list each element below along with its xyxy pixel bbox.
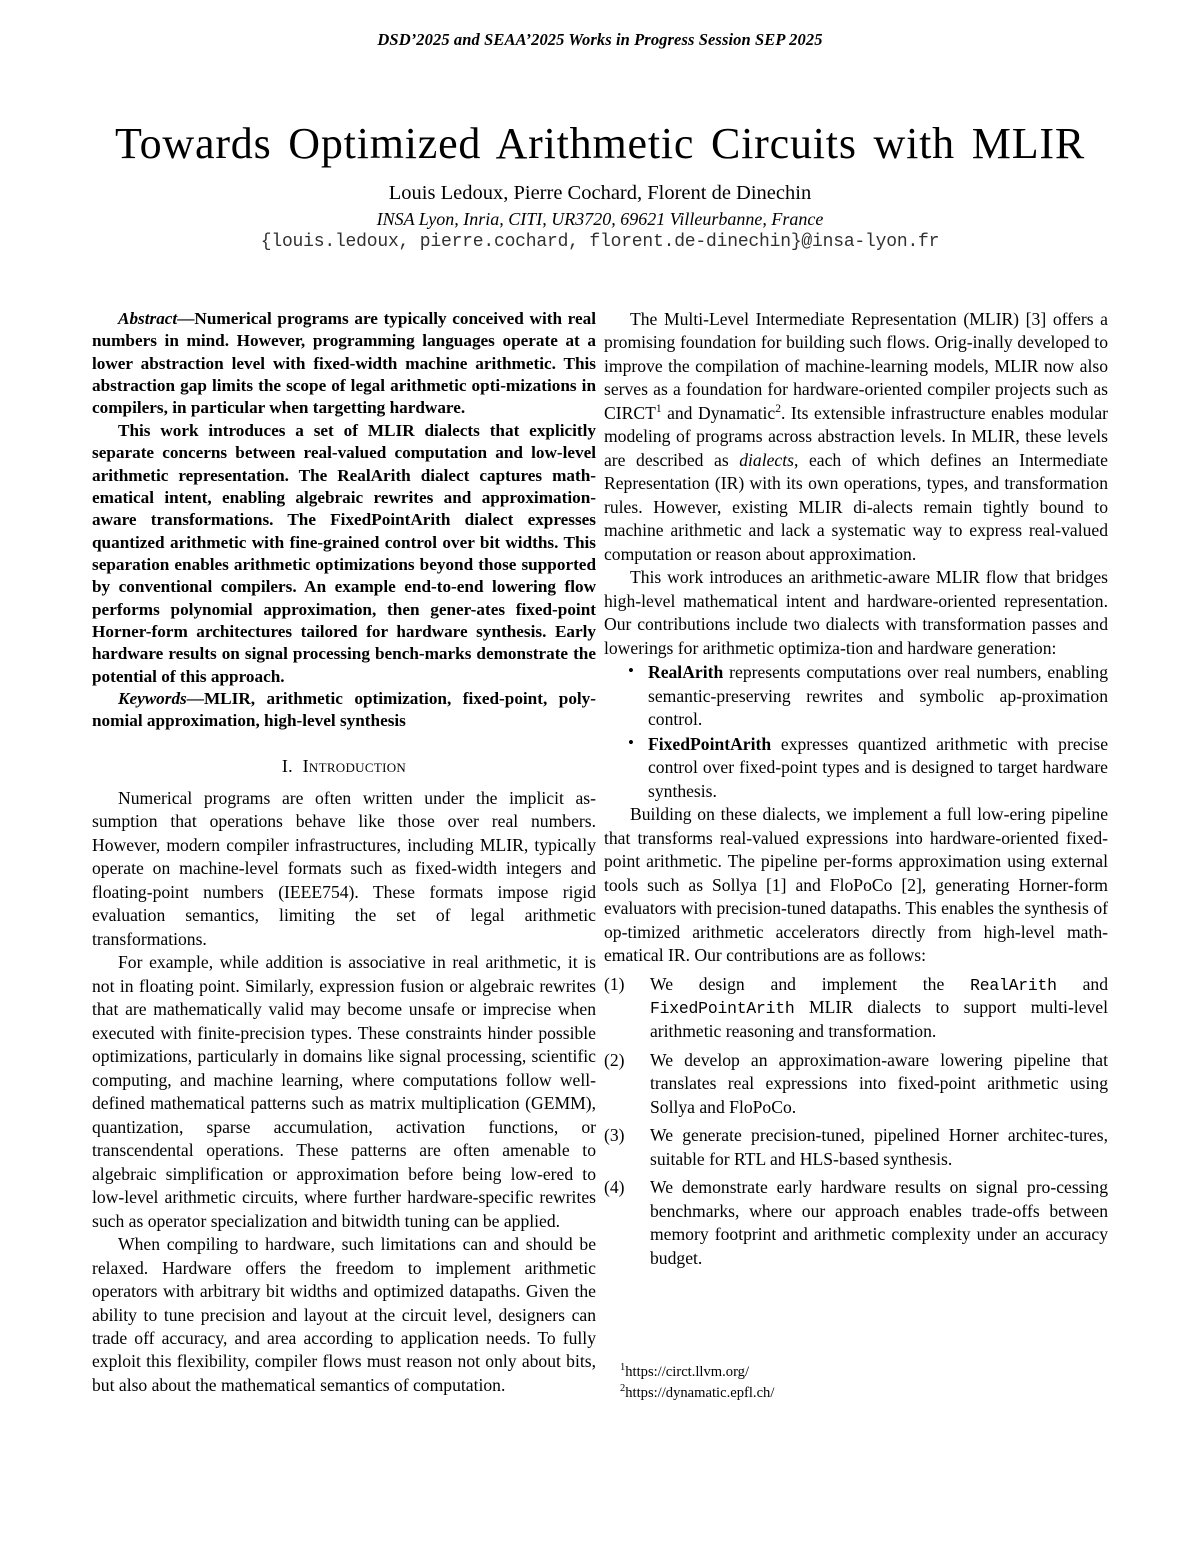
right-column [604, 308, 1108, 1270]
footnote-1 [620, 1362, 1108, 1383]
contribution-3-text: We generate precision-tuned, pipelined Horner architec-tures, suitable for RTL and HLS-based synthesis. [650, 1125, 1108, 1169]
list-item [604, 1049, 1108, 1119]
contribution-3-label: (3) [604, 1125, 625, 1146]
contribution-4-label: (4) [604, 1177, 625, 1198]
right-p1-part-b: and Dynamatic [661, 402, 776, 423]
list-item [604, 1124, 1108, 1171]
section-number: I. [281, 755, 293, 776]
footnote-2-text[interactable]: https://dynamatic.epfl.ch/ [625, 1385, 775, 1402]
right-paragraph-2: This work introduces an arithmetic-aware MLIR flow that bridges high-level mathematical intent and hardware-oriented representation. Our contributions include two dialects with transformation passes and lowerings for arithmetic optimiza-tion and hardware generation: [604, 567, 1108, 658]
footnote-area [604, 1362, 1108, 1404]
contribution-1-mono-realarith: RealArith [970, 975, 1057, 995]
contribution-2-text: We develop an approximation-aware lowering pipeline that translates real expressions into fixed-point arithmetic using Sollya and FloPoCo. [650, 1049, 1108, 1117]
list-item [604, 973, 1108, 1044]
section-heading-introduction [92, 754, 596, 778]
bullet-1-term: RealArith [648, 662, 724, 683]
abstract-text-1: Numerical programs are typically conceived with real numbers in mind. However, programming languages operate at a lower abstraction level with fixed-width machine arithmetic. This abstraction gap limits the scope of legal arithmetic opti-mizations in compilers, in particular when targetting hardware. [92, 309, 596, 418]
left-paragraph-3: When compiling to hardware, such limitations can and should be relaxed. Hardware offers the freedom to implement arithmetic operators with arbitrary bit widths and optimized datapaths. Given the ability to tune precision and layout at the circuit level, designers can trade off accuracy, and area according to application needs. To fully exploit this flexibility, compiler flows must reason not only about bits, but also about the mathematical semantics of computation. [92, 1234, 596, 1395]
contribution-1-post: MLIR dialects to support multi-level arithmetic reasoning and transformation. [650, 997, 1108, 1042]
footnote-ref-1: 1 [655, 403, 662, 416]
left-paragraph-2: For example, while addition is associative in real arithmetic, it is not in floating point. Similarly, expression fusion or algebraic rewrites that are mathematically valid may become unsafe or imprecise when executed with finite-precision types. These constraints hinder possible optimizations, particularly in domains like signal processing, scientific computing, and machine learning, where computations follow well-defined mathematical patterns such as matrix multiplication (GEMM), quantization, sparse accumulation, activation functions, or transcendental operations. These patterns are often amenable to algebraic simplification or approximation before being low-ered to low-level arithmetic circuits, where further hardware-specific rewrites such as operator specialization and bitwidth tuning can be applied. [92, 952, 596, 1231]
keywords-text: MLIR, arithmetic optimization, fixed-point, poly-nomial approximation, high-level synthesis [92, 689, 596, 731]
left-paragraph-1: Numerical programs are often written under the implicit as-sumption that operations behave like those over real numbers. However, modern compiler infrastructures, including MLIR, typically operate on machine-level formats such as fixed-width integers and floating-point numbers (IEEE754). These formats impose rigid evaluation semantics, limiting the set of legal arithmetic transformations. [92, 787, 596, 949]
abstract-label: Abstract [118, 309, 178, 328]
keywords-dash: — [186, 689, 204, 709]
right-p1-part-c: . Its extensible infrastructure enables modular modeling of programs across abstraction levels. In MLIR, these levels are described as [604, 402, 1108, 470]
email-line: {louis.ledoux, pierre.cochard, florent.de-dinechin}@insa-lyon.fr [260, 232, 940, 252]
right-p1-part-d: , each of which defines an Intermediate Representation (IR) with its own operations, types, and transformation rules. However, existing MLIR di-alects remain tightly bound to machine arithmetic and lack a systematic way to express real-valued computation or reason about approximation. [604, 449, 1108, 564]
contribution-2-label: (2) [604, 1049, 625, 1070]
abstract-paragraph-2: This work introduces a set of MLIR dialects that explicitly separate concerns between real-valued computation and low-level arithmetic representation. The RealArith dialect captures math-ematical intent, enabling algebraic rewrites and approximation-aware transformations. The FixedPointArith dialect expresses quantized arithmetic with fine-grained control over bit widths. This separation enables arithmetic optimizations beyond those supported by conventional compilers. An example end-to-end lowering flow performs polynomial approximation, then gener-ates fixed-point Horner-form architectures tailored for hardware synthesis. Early hardware results on signal processing bench-marks demonstrate the potential of this approach. [92, 420, 596, 686]
footnote-2 [620, 1383, 1108, 1404]
list-item [604, 661, 1108, 731]
contribution-1-mid: and [1056, 973, 1108, 994]
contribution-4-text: We demonstrate early hardware results on signal pro-cessing benchmarks, where our approach enables trade-offs between memory footprint and arithmetic complexity under an accuracy budget. [650, 1177, 1108, 1268]
keywords-paragraph [92, 688, 596, 733]
author-list: Louis Ledoux, Pierre Cochard, Florent de Dinechin [388, 182, 812, 204]
right-paragraph-3: Building on these dialects, we implement a full low-ering pipeline that transforms real-valued expressions into hardware-oriented fixed-point arithmetic. The pipeline per-forms approximation using external tools such as Sollya [1] and FloPoCo [2], generating Horner-form evaluators with precision-tuned datapaths. This enables the synthesis of op-timized arithmetic accelerators directly from high-level math-ematical IR. Our contributions are as follows: [604, 804, 1108, 966]
running-header: DSD’2025 and SEAA’2025 Works in Progress Session SEP 2025 [377, 30, 823, 49]
dialects-emphasis: dialects [739, 449, 794, 470]
left-column [92, 308, 596, 1397]
keywords-label: Keywords [118, 689, 187, 709]
dialect-bullet-list [604, 661, 1108, 803]
footnote-1-text[interactable]: https://circt.llvm.org/ [625, 1364, 750, 1380]
right-p1-part-a: The Multi-Level Intermediate Representation (MLIR) [3] offers a promising foundation for building such flows. Orig-inally developed to improve the compilation of machine-learning models, MLIR now also serves as a foundation for hardware-oriented compiler projects such as CIRCT [604, 309, 1108, 423]
section-title: Introduction [302, 755, 407, 776]
right-paragraph-1 [604, 308, 1108, 566]
contribution-1-pre: We design and implement the [650, 973, 971, 994]
list-item [604, 1176, 1108, 1270]
bullet-2-term: FixedPointArith [648, 733, 772, 754]
footnote-2-marker: 2 [620, 1383, 626, 1395]
footnote-1-marker: 1 [620, 1362, 626, 1374]
affiliation-line: INSA Lyon, Inria, CITI, UR3720, 69621 Villeurbanne, France [376, 209, 824, 229]
list-item [604, 733, 1108, 803]
abstract-block [92, 308, 596, 733]
contribution-1-mono-fixedpointarith: FixedPointArith [650, 999, 795, 1019]
contribution-1-label: (1) [604, 973, 625, 994]
bullet-1-text: represents computations over real numbers, enabling semantic-preserving rewrites and symbolic ap-proximation control. [648, 662, 1108, 730]
contributions-list [604, 973, 1108, 1271]
footnote-ref-2: 2 [775, 403, 781, 416]
bullet-2-text: expresses quantized arithmetic with precise control over fixed-point types and is designed to target hardware synthesis. [648, 733, 1108, 801]
abstract-paragraph-1 [92, 308, 596, 420]
abstract-dash: — [177, 309, 195, 328]
page-title: Towards Optimized Arithmetic Circuits with MLIR [115, 119, 1085, 169]
